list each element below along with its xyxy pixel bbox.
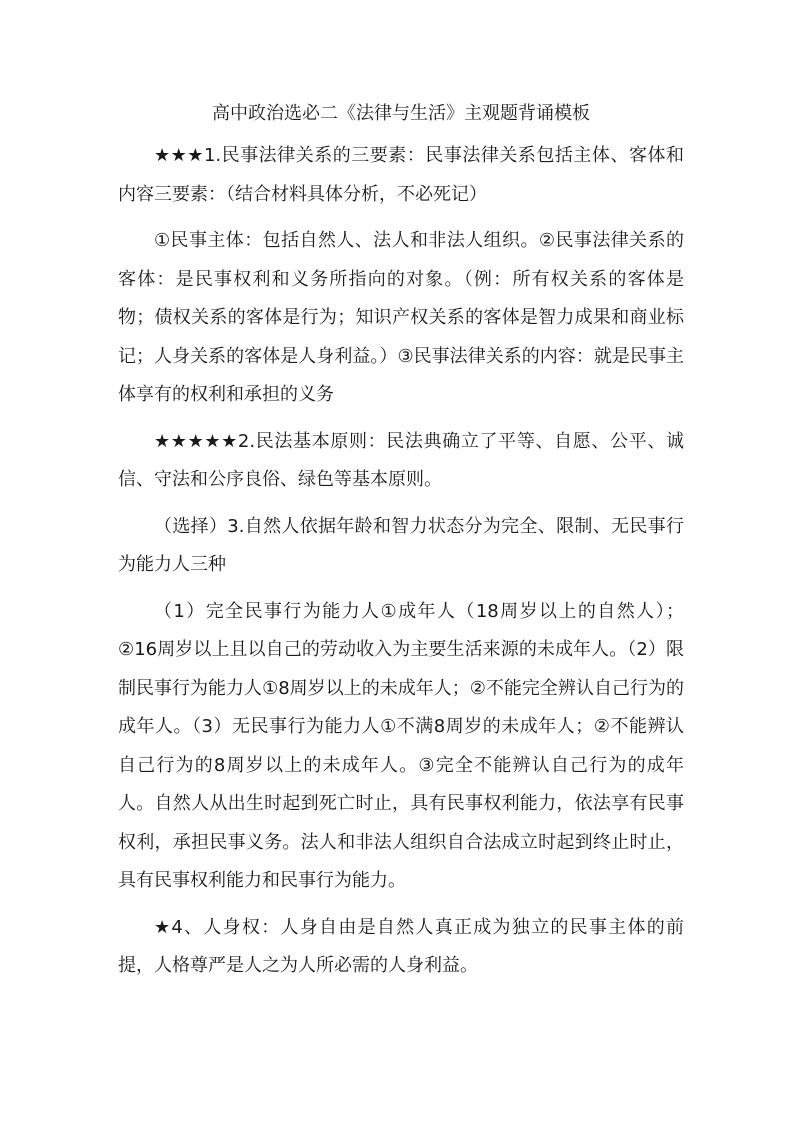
paragraph-personal-rights: ★4、人身权：人身自由是自然人真正成为独立的民事主体的前提，人格尊严是人之为人所必需的人身利益。 (118, 916, 684, 976)
document-title: 高中政治选必二《法律与生活》主观题背诵模板 (212, 103, 590, 124)
paragraph-civil-legal-relation: ★★★1.民事法律关系的三要素：民事法律关系包括主体、客体和内容三要素：（结合材料具体分析，不必死记） (118, 145, 684, 205)
paragraph-capacity-categories: （1）完全民事行为能力人①成年人（18周岁以上的自然人）；②16周岁以上且以自己的劳动收入为主要生活来源的未成年人。（2）限制民事行为能力人①8周岁以上的未成年人；②不能完全辨认自己行为的成年人。（3）无民事行为能力人①不满8周岁的未成年人；②不能辨认自己行为的8周岁以上的未成年人。③完全不能辨认自己行为的成年人。自然人从出生时起到死亡时止，具有民事权利能力，依法享有民事权利，承担民事义务。法人和非法人组织自合法成立时起到终止时止，具有民事权利能力和民事行为能力。 (118, 600, 684, 891)
paragraph-civil-law-principles: ★★★★★2.民法基本原则：民法典确立了平等、自愿、公平、诚信、守法和公序良俗、绿色等基本原则。 (118, 430, 684, 490)
paragraph-three-elements-detail: ①民事主体：包括自然人、法人和非法人组织。②民事法律关系的客体：是民事权利和义务所指向的对象。（例：所有权关系的客体是物；债权关系的客体是行为；知识产权关系的客体是智力成果和商业标记；人身关系的客体是人身利益。）③民事法律关系的内容：就是民事主体享有的权利和承担的义务 (118, 230, 684, 405)
paragraph-natural-person-capacity: （选择）3.自然人依据年龄和智力状态分为完全、限制、无民事行为能力人三种 (118, 515, 684, 575)
document-body (118, 95, 684, 994)
